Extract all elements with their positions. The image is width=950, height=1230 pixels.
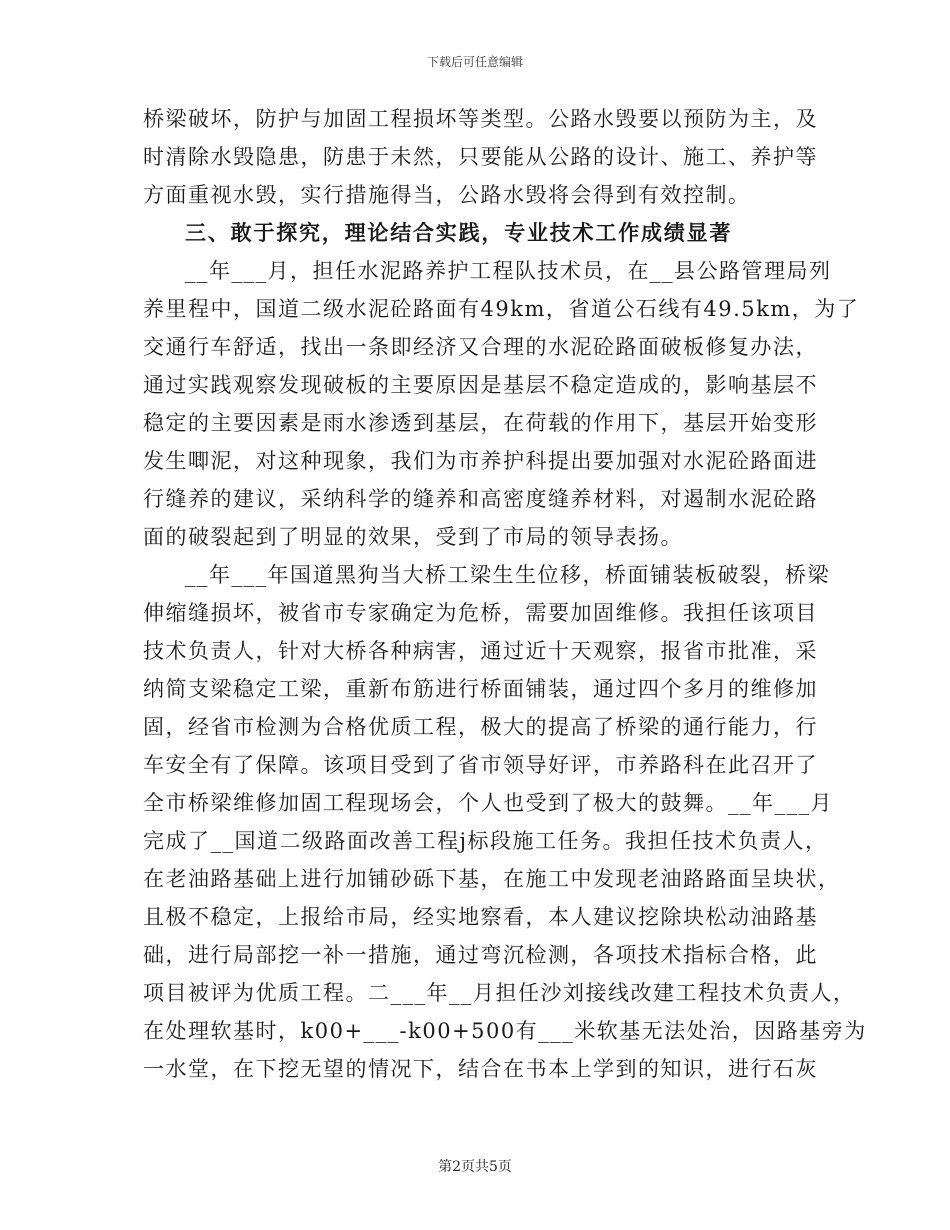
text-line: 全市桥梁维修加固工程现场会，个人也受到了极大的鼓舞。__年___月 <box>143 791 833 815</box>
text-line: 技术负责人，针对大桥各种病害，通过近十天观察，报省市批准，采 <box>143 639 818 663</box>
text-line: 通过实践观察发现破板的主要原因是基层不稳定造成的，影响基层不 <box>143 373 818 397</box>
text-line: 在老油路基础上进行加铺砂砾下基，在施工中发现老油路路面呈块状， <box>143 867 841 891</box>
section-heading: 三、敢于探究，理论结合实践，专业技术工作成绩显著 <box>185 220 733 245</box>
text-line: 础，进行局部挖一补一措施，通过弯沉检测，各项技术指标合格，此 <box>143 943 818 967</box>
text-line: 养里程中，国道二级水泥砼路面有49km，省道公石线有49.5km，为了 <box>143 297 860 321</box>
document-body <box>143 100 867 1088</box>
text-line: 且极不稳定，上报给市局，经实地察看，本人建议挖除块松动油路基 <box>143 905 818 929</box>
text-line: 一水堂，在下挖无望的情况下，结合在书本上学到的知识，进行石灰 <box>143 1057 818 1081</box>
page-header: 下载后可任意编辑 <box>426 55 523 69</box>
text-line: __年___年国道黑狗当大桥工梁生生位移，桥面铺装板破裂，桥梁 <box>185 563 830 587</box>
text-line: 稳定的主要因素是雨水渗透到基层，在荷载的作用下，基层开始变形 <box>143 411 818 435</box>
text-line: 交通行车舒适，找出一条即经济又合理的水泥砼路面破板修复办法， <box>143 335 818 359</box>
page-footer: 第2页共5页 <box>438 1159 512 1175</box>
text-line: 车安全有了保障。该项目受到了省市领导好评，市养路科在此召开了 <box>143 753 818 777</box>
text-line: 方面重视水毁，实行措施得当，公路水毁将会得到有效控制。 <box>143 183 751 207</box>
text-line: 发生唧泥，对这种现象，我们为市养护科提出要加强对水泥砼路面进 <box>143 449 818 473</box>
text-line: 行缝养的建议，采纳科学的缝养和高密度缝养材料，对遏制水泥砼路 <box>143 487 818 511</box>
text-line: 固，经省市检测为合格优质工程，极大的提高了桥梁的通行能力，行 <box>143 715 818 739</box>
text-line: 纳简支梁稳定工梁，重新布筋进行桥面铺装，通过四个多月的维修加 <box>143 677 818 701</box>
text-line: 伸缩缝损坏，被省市专家确定为危桥，需要加固维修。我担任该项目 <box>143 601 818 625</box>
text-line: 面的破裂起到了明显的效果，受到了市局的领导表扬。 <box>143 525 683 549</box>
text-line: 完成了__国道二级路面改善工程j标段施工任务。我担任技术负责人， <box>143 829 828 853</box>
text-line: 桥梁破坏，防护与加固工程损坏等类型。公路水毁要以预防为主，及 <box>143 107 818 131</box>
text-line: 项目被评为优质工程。二___年__月担任沙刘接线改建工程技术负责人， <box>143 981 856 1005</box>
text-line: 在处理软基时，k00+___-k00+500有___米软基无法处治，因路基旁为 <box>143 1019 867 1043</box>
text-line: __年___月，担任水泥路养护工程队技术员，在__县公路管理局列 <box>185 259 832 283</box>
text-line: 时清除水毁隐患，防患于未然，只要能从公路的设计、施工、养护等 <box>143 145 818 169</box>
